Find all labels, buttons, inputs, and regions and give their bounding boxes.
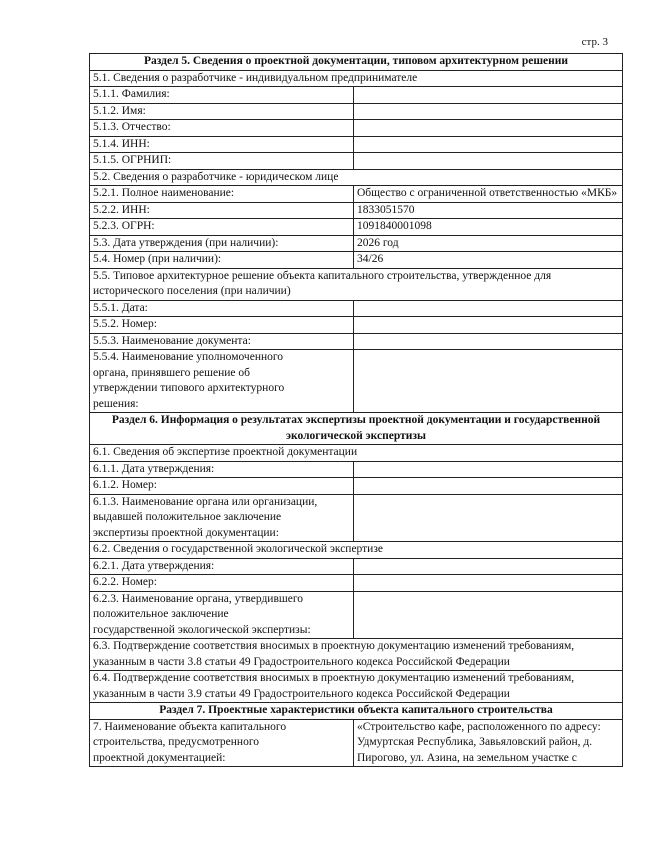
row-value: 1833051570	[354, 202, 623, 219]
table-row	[90, 671, 623, 703]
table-row	[90, 252, 623, 269]
table-row	[90, 136, 623, 153]
table-row	[90, 219, 623, 236]
row-value	[354, 461, 623, 478]
table-row	[90, 300, 623, 317]
row-value	[354, 136, 623, 153]
row-value: 2026 год	[354, 235, 623, 252]
section7-header-row	[90, 703, 623, 720]
row-value	[354, 333, 623, 350]
row-value	[354, 591, 623, 639]
table-row	[90, 70, 623, 87]
row-label: 6.2. Сведения о государственной экологической экспертизе	[90, 542, 623, 559]
section5-header-row	[90, 54, 623, 71]
table-row	[90, 639, 623, 671]
row-label: 5.5.3. Наименование документа:	[90, 333, 354, 350]
row-value	[354, 558, 623, 575]
table-row	[90, 103, 623, 120]
table-row	[90, 153, 623, 170]
row-value: 34/26	[354, 252, 623, 269]
row-label: 6.1.3. Наименование органа или организации, выдавшей положительное заключение экспертизы проектной документации:	[90, 494, 354, 542]
table-row	[90, 120, 623, 137]
table-row	[90, 575, 623, 592]
row-value	[354, 575, 623, 592]
section6-title: Раздел 6. Информация о результатах экспертизы проектной документации и государственной экологической экспертизы	[90, 413, 623, 445]
row-label: 5.2. Сведения о разработчике - юридическом лице	[90, 169, 623, 186]
row-label: 5.2.3. ОГРН:	[90, 219, 354, 236]
row-label: 5.1. Сведения о разработчике - индивидуальном предпринимателе	[90, 70, 623, 87]
table-row	[90, 333, 623, 350]
row-label: 5.1.3. Отчество:	[90, 120, 354, 137]
row-value	[354, 317, 623, 334]
row-value: Общество с ограниченной ответственностью «МКБ»	[354, 186, 623, 203]
table-row	[90, 317, 623, 334]
row-value: «Строительство кафе, расположенного по адресу: Удмуртская Республика, Завьяловский район, д. Пирогово, ул. Азина, на земельном участке с	[354, 719, 623, 767]
row-value	[354, 300, 623, 317]
row-label: 5.2.2. ИНН:	[90, 202, 354, 219]
table-row	[90, 558, 623, 575]
section7-title: Раздел 7. Проектные характеристики объекта капитального строительства	[90, 703, 623, 720]
table-row	[90, 719, 623, 767]
row-label: 6.3. Подтверждение соответствия вносимых в проектную документацию изменений требованиям, указанным в части 3.8 статьи 49 Градостроительного кодекса Российской Федерации	[90, 639, 623, 671]
row-label: 6.1.2. Номер:	[90, 478, 354, 495]
row-label: 7. Наименование объекта капитального строительства, предусмотренного проектной документацией:	[90, 719, 354, 767]
table-row	[90, 542, 623, 559]
row-label: 5.5.1. Дата:	[90, 300, 354, 317]
row-label: 6.1.1. Дата утверждения:	[90, 461, 354, 478]
row-value	[354, 103, 623, 120]
row-label: 6.2.2. Номер:	[90, 575, 354, 592]
row-label: 5.2.1. Полное наименование:	[90, 186, 354, 203]
table-row	[90, 591, 623, 639]
row-value	[354, 153, 623, 170]
row-label: 6.1. Сведения об экспертизе проектной документации	[90, 445, 623, 462]
row-value: 1091840001098	[354, 219, 623, 236]
row-value	[354, 494, 623, 542]
table-row	[90, 461, 623, 478]
table-row	[90, 235, 623, 252]
section6-header-row	[90, 413, 623, 445]
page-number: стр. 3	[581, 36, 608, 48]
row-label: 5.1.2. Имя:	[90, 103, 354, 120]
row-label: 5.5. Типовое архитектурное решение объекта капитального строительства, утвержденное для исторического поселения (при наличии)	[90, 268, 623, 300]
table-row	[90, 445, 623, 462]
table-row	[90, 202, 623, 219]
table-row	[90, 350, 623, 413]
row-label: 5.5.4. Наименование уполномоченного органа, принявшего решение об утверждении типового архитектурного решения:	[90, 350, 354, 413]
table-row	[90, 268, 623, 300]
row-label: 5.1.5. ОГРНИП:	[90, 153, 354, 170]
section5-title: Раздел 5. Сведения о проектной документации, типовом архитектурном решении	[90, 54, 623, 71]
table-row	[90, 478, 623, 495]
row-label: 5.3. Дата утверждения (при наличии):	[90, 235, 354, 252]
row-label: 5.1.1. Фамилия:	[90, 87, 354, 104]
row-value	[354, 350, 623, 413]
table-row	[90, 186, 623, 203]
table-row	[90, 87, 623, 104]
row-value	[354, 478, 623, 495]
permit-form-table	[89, 53, 623, 767]
row-label: 6.2.3. Наименование органа, утвердившего положительное заключение государственной экологической экспертизы:	[90, 591, 354, 639]
row-value	[354, 120, 623, 137]
table-row	[90, 169, 623, 186]
row-label: 5.4. Номер (при наличии):	[90, 252, 354, 269]
row-label: 5.1.4. ИНН:	[90, 136, 354, 153]
row-value	[354, 87, 623, 104]
table-row	[90, 494, 623, 542]
row-label: 6.2.1. Дата утверждения:	[90, 558, 354, 575]
row-label: 6.4. Подтверждение соответствия вносимых в проектную документацию изменений требованиям, указанным в части 3.9 статьи 49 Градостроительного кодекса Российской Федерации	[90, 671, 623, 703]
row-label: 5.5.2. Номер:	[90, 317, 354, 334]
